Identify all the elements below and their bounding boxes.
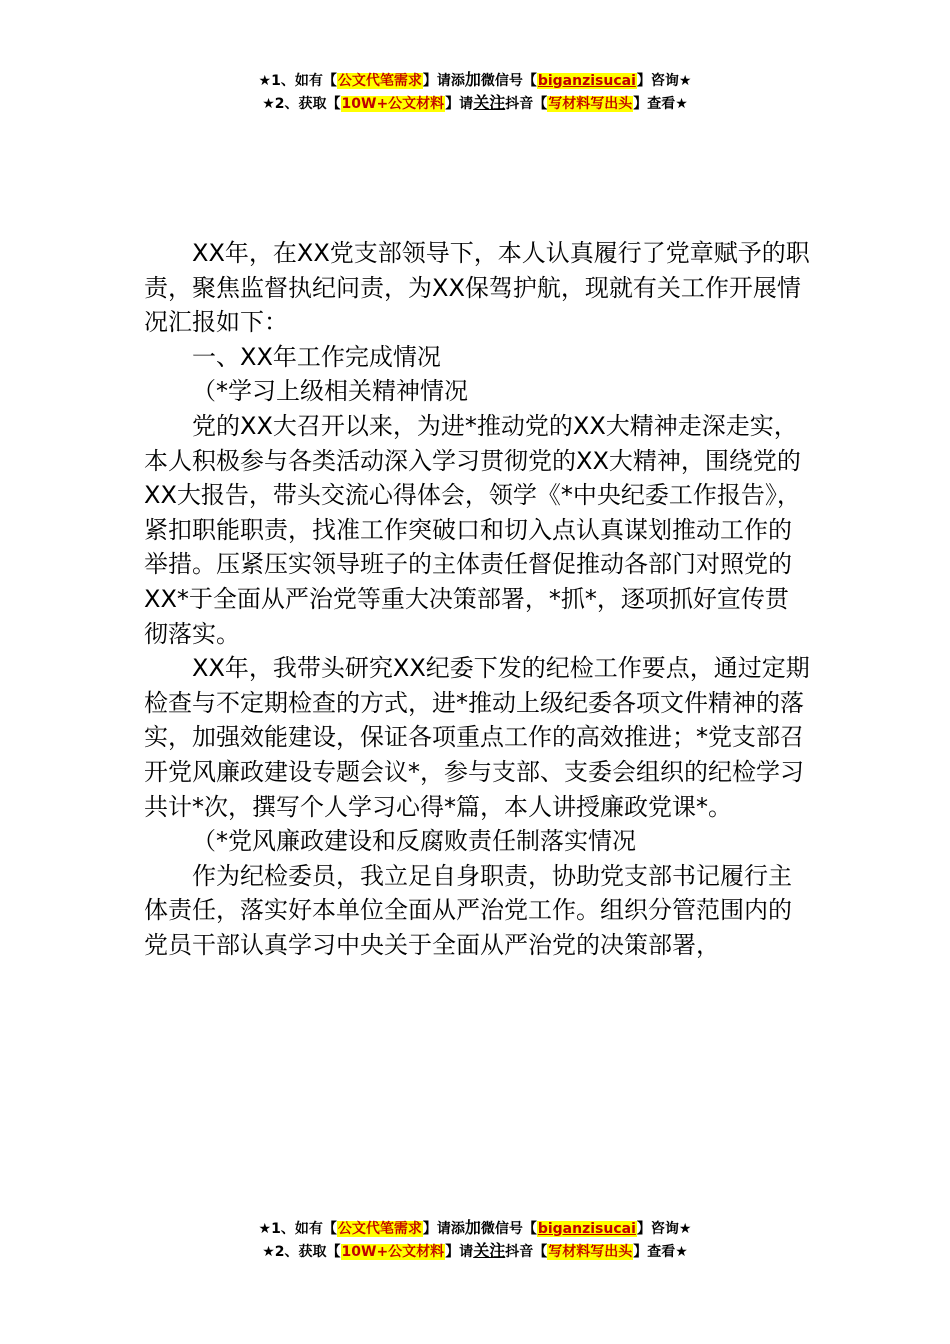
emphasis-text: 加 [464, 1218, 481, 1237]
emphasis-text: 关注 [473, 1241, 506, 1260]
wechat-id-link[interactable]: biganzisucai [537, 1221, 636, 1237]
paragraph: XX年，我带头研究XX纪委下发的纪检工作要点，通过定期检查与不定期检查的方式，进*推动上级纪委各项文件精神的落实，加强效能建设，保证各项重点工作的高效推进；*党支部召开党风廉政建设专题会议*，参与支部、支委会组织的纪检学习共计*次，撰写个人学习心得*篇，本人讲授廉政党课*。 [144, 654, 810, 821]
banner-text: ★1、如有【 [258, 73, 337, 89]
section-heading: 一、XX年工作完成情况 [192, 342, 441, 371]
banner-line-2 [0, 1239, 950, 1262]
subsection-heading: （*党风廉政建设和反腐败责任制落实情况 [192, 827, 636, 856]
subsection-heading: （*学习上级相关精神情况 [192, 377, 468, 406]
highlight-tag: 10W+公文材料 [341, 1244, 445, 1260]
banner-text: ★2、获取【 [262, 1244, 341, 1260]
banner-text: 】请 [445, 96, 474, 112]
banner-text: 微信号【 [480, 73, 537, 89]
banner-text: 】请 [445, 1244, 474, 1260]
highlight-tag: 公文代笔需求 [337, 1221, 422, 1237]
banner-text: 抖音【 [505, 1244, 548, 1260]
banner-text: 】咨询★ [636, 1221, 692, 1237]
highlight-tag: 写材料写出头 [548, 96, 633, 112]
highlight-tag: 公文代笔需求 [337, 73, 422, 89]
emphasis-text: 关注 [473, 93, 506, 112]
paragraph: 党的XX大召开以来，为进*推动党的XX大精神走深走实，本人积极参与各类活动深入学习贯彻党的XX大精神，围绕党的XX大报告，带头交流心得体会，领学《*中央纪委工作报告》，紧扣职能职责，找准工作突破口和切入点认真谋划推动工作的举措。压紧压实领导班子的主体责任督促推动各部门对照党的XX*于全面从严治党等重大决策部署，*抓*，逐项抓好宣传贯彻落实。 [144, 411, 801, 648]
highlight-tag: 写材料写出头 [548, 1244, 633, 1260]
banner-line-1 [0, 68, 950, 91]
banner-text: 】查看★ [633, 1244, 688, 1260]
paragraph: 作为纪检委员，我立足自身职责，协助党支部书记履行主体责任，落实好本单位全面从严治党工作。组织分管范围内的党员干部认真学习中央关于全面从严治党的决策部署， [144, 861, 792, 959]
banner-text: 】咨询★ [636, 73, 692, 89]
banner-line-1 [0, 1216, 950, 1239]
banner-text: ★1、如有【 [258, 1221, 337, 1237]
document-body [144, 236, 812, 962]
banner-text: 】查看★ [633, 96, 688, 112]
banner-text: 】请添 [422, 73, 465, 89]
wechat-id-link[interactable]: biganzisucai [537, 73, 636, 89]
banner-text: 微信号【 [480, 1221, 537, 1237]
header-banner [0, 68, 950, 114]
banner-text: 抖音【 [505, 96, 548, 112]
emphasis-text: 加 [464, 70, 481, 89]
footer-banner [0, 1216, 950, 1262]
banner-line-2 [0, 91, 950, 114]
banner-text: 】请添 [422, 1221, 465, 1237]
paragraph: XX年，在XX党支部领导下，本人认真履行了党章赋予的职责，聚焦监督执纪问责，为XX保驾护航，现就有关工作开展情况汇报如下： [144, 239, 810, 337]
highlight-tag: 10W+公文材料 [341, 96, 445, 112]
banner-text: ★2、获取【 [262, 96, 341, 112]
